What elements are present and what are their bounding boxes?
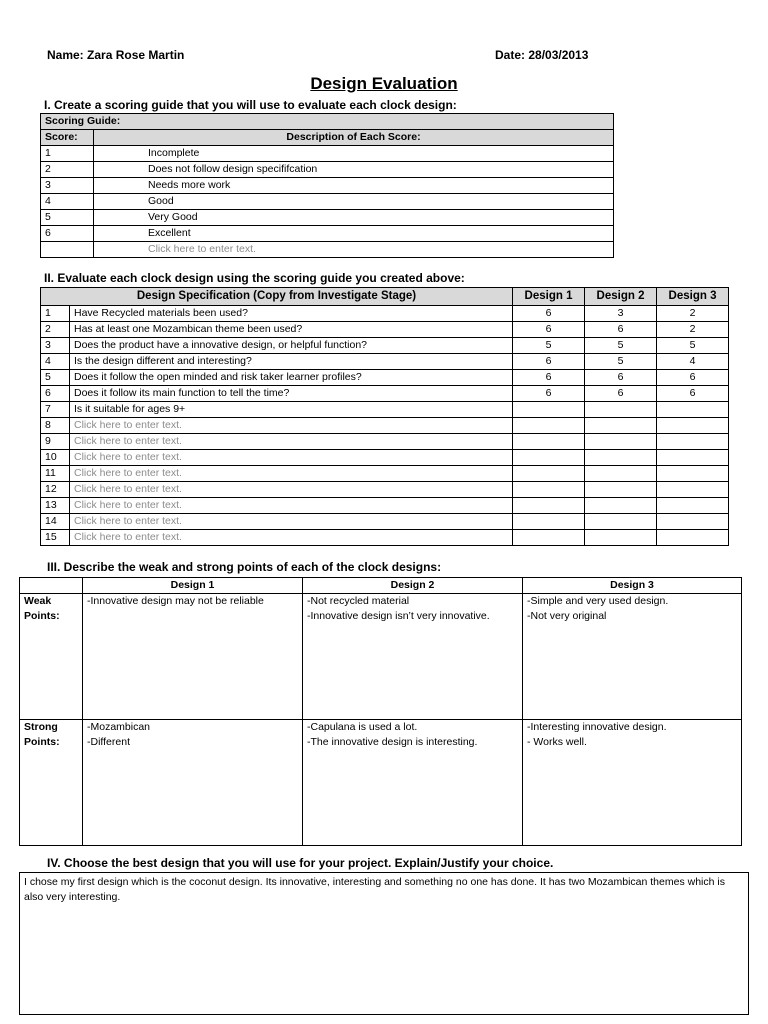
design-3-score-cell: 4: [657, 354, 729, 370]
table-row: [41, 338, 729, 354]
design-3-score-cell: [657, 450, 729, 466]
weak-points-design-2: -Not recycled material -Innovative design isn’t very innovative.: [303, 594, 523, 720]
spec-header: Design Specification (Copy from Investigate Stage): [41, 288, 513, 306]
design-3-score-cell: [657, 418, 729, 434]
scoring-guide-caption: Scoring Guide:: [41, 114, 614, 130]
description-cell: Incomplete: [94, 146, 614, 162]
table-row: [41, 514, 729, 530]
score-cell: 5: [41, 210, 94, 226]
design-2-score-cell: [585, 482, 657, 498]
table-row: [41, 450, 729, 466]
design-1-score-cell: [513, 514, 585, 530]
table-row: [41, 434, 729, 450]
row-number-cell: 15: [41, 530, 70, 546]
points-design-3-header: Design 3: [523, 578, 742, 594]
table-row: [41, 354, 729, 370]
section-1-heading: I. Create a scoring guide that you will use to evaluate each clock design:: [44, 98, 457, 112]
weak-points-label: Weak Points:: [20, 594, 83, 720]
design-1-score-cell: 6: [513, 322, 585, 338]
section-2-heading: II. Evaluate each clock design using the scoring guide you created above:: [44, 271, 465, 285]
row-number-cell: 8: [41, 418, 70, 434]
row-number-cell: 11: [41, 466, 70, 482]
score-cell: [41, 242, 94, 258]
design-1-score-cell: [513, 418, 585, 434]
specification-cell: Have Recycled materials been used?: [70, 306, 513, 322]
design-3-header: Design 3: [657, 288, 729, 306]
design-1-score-cell: 6: [513, 354, 585, 370]
design-3-score-cell: [657, 402, 729, 418]
design-3-score-cell: [657, 482, 729, 498]
design-3-score-cell: [657, 514, 729, 530]
table-row: [41, 242, 614, 258]
table-row: [41, 146, 614, 162]
table-row: [41, 226, 614, 242]
specification-cell: Does it follow its main function to tell the time?: [70, 386, 513, 402]
justification-answer[interactable]: I chose my first design which is the coconut design. Its innovative, interesting and something no one has done. It has two Mozambican themes which is also very interesting.: [19, 872, 749, 1015]
score-cell: 1: [41, 146, 94, 162]
row-number-cell: 3: [41, 338, 70, 354]
strong-points-design-2: -Capulana is used a lot. -The innovative design is interesting.: [303, 720, 523, 846]
description-cell: Does not follow design specififcation: [94, 162, 614, 178]
design-2-score-cell: [585, 466, 657, 482]
design-3-score-cell: [657, 434, 729, 450]
table-row: [41, 402, 729, 418]
design-1-score-cell: 6: [513, 370, 585, 386]
design-1-score-cell: [513, 450, 585, 466]
design-2-score-cell: [585, 498, 657, 514]
design-2-score-cell: 6: [585, 370, 657, 386]
description-cell: Good: [94, 194, 614, 210]
section-4-heading: IV. Choose the best design that you will use for your project. Explain/Justify your choice.: [47, 856, 554, 870]
table-row: [41, 370, 729, 386]
description-cell: Excellent: [94, 226, 614, 242]
design-3-score-cell: 5: [657, 338, 729, 354]
design-2-score-cell: 3: [585, 306, 657, 322]
specification-cell[interactable]: Click here to enter text.: [70, 530, 513, 546]
weak-points-design-1: -Innovative design may not be reliable: [83, 594, 303, 720]
description-cell: Needs more work: [94, 178, 614, 194]
row-number-cell: 13: [41, 498, 70, 514]
row-number-cell: 9: [41, 434, 70, 450]
evaluation-table: [40, 287, 729, 546]
score-cell: 2: [41, 162, 94, 178]
scoring-guide-table: [40, 113, 614, 258]
row-number-cell: 6: [41, 386, 70, 402]
specification-cell[interactable]: Click here to enter text.: [70, 498, 513, 514]
design-2-score-cell: [585, 434, 657, 450]
description-cell[interactable]: Click here to enter text.: [94, 242, 614, 258]
design-3-score-cell: 6: [657, 370, 729, 386]
specification-cell: Is the design different and interesting?: [70, 354, 513, 370]
document-date: Date: 28/03/2013: [495, 48, 589, 62]
table-row: [41, 210, 614, 226]
specification-cell[interactable]: Click here to enter text.: [70, 482, 513, 498]
design-2-score-cell: 6: [585, 386, 657, 402]
design-3-score-cell: 2: [657, 306, 729, 322]
design-1-score-cell: [513, 482, 585, 498]
page-title: Design Evaluation: [310, 74, 458, 93]
score-cell: 4: [41, 194, 94, 210]
design-3-score-cell: 6: [657, 386, 729, 402]
design-2-header: Design 2: [585, 288, 657, 306]
design-2-score-cell: [585, 514, 657, 530]
design-2-score-cell: 5: [585, 338, 657, 354]
section-3-heading: III. Describe the weak and strong points of each of the clock designs:: [47, 560, 442, 574]
points-table: [19, 577, 742, 846]
points-design-2-header: Design 2: [303, 578, 523, 594]
design-2-score-cell: [585, 530, 657, 546]
table-row: [41, 386, 729, 402]
score-cell: 3: [41, 178, 94, 194]
description-header: Description of Each Score:: [94, 130, 614, 146]
score-header: Score:: [41, 130, 94, 146]
specification-cell[interactable]: Click here to enter text.: [70, 418, 513, 434]
table-row: [41, 162, 614, 178]
table-row: [41, 194, 614, 210]
design-1-score-cell: 6: [513, 386, 585, 402]
design-1-score-cell: [513, 466, 585, 482]
design-2-score-cell: 5: [585, 354, 657, 370]
row-number-cell: 10: [41, 450, 70, 466]
specification-cell[interactable]: Click here to enter text.: [70, 466, 513, 482]
row-number-cell: 4: [41, 354, 70, 370]
table-row: [41, 178, 614, 194]
table-row: [41, 418, 729, 434]
table-row: [41, 306, 729, 322]
design-2-score-cell: [585, 402, 657, 418]
row-number-cell: 1: [41, 306, 70, 322]
strong-points-design-3: -Interesting innovative design. - Works well.: [523, 720, 742, 846]
design-2-score-cell: 6: [585, 322, 657, 338]
score-cell: 6: [41, 226, 94, 242]
table-row: [41, 466, 729, 482]
design-2-score-cell: [585, 450, 657, 466]
design-1-score-cell: [513, 402, 585, 418]
weak-points-design-3: -Simple and very used design. -Not very original: [523, 594, 742, 720]
points-design-1-header: Design 1: [83, 578, 303, 594]
design-3-score-cell: [657, 530, 729, 546]
design-3-score-cell: [657, 466, 729, 482]
strong-points-label: Strong Points:: [20, 720, 83, 846]
specification-cell: Does it follow the open minded and risk taker learner profiles?: [70, 370, 513, 386]
specification-cell: Has at least one Mozambican theme been used?: [70, 322, 513, 338]
design-1-score-cell: 5: [513, 338, 585, 354]
row-number-cell: 5: [41, 370, 70, 386]
specification-cell: Is it suitable for ages 9+: [70, 402, 513, 418]
strong-points-design-1: -Mozambican -Different: [83, 720, 303, 846]
design-1-score-cell: [513, 498, 585, 514]
row-number-cell: 7: [41, 402, 70, 418]
specification-cell[interactable]: Click here to enter text.: [70, 434, 513, 450]
specification-cell: Does the product have a innovative design, or helpful function?: [70, 338, 513, 354]
design-2-score-cell: [585, 418, 657, 434]
specification-cell[interactable]: Click here to enter text.: [70, 450, 513, 466]
design-1-score-cell: [513, 530, 585, 546]
design-3-score-cell: [657, 498, 729, 514]
row-number-cell: 14: [41, 514, 70, 530]
table-row: [41, 498, 729, 514]
student-name: Name: Zara Rose Martin: [47, 48, 185, 62]
design-1-score-cell: [513, 434, 585, 450]
row-number-cell: 12: [41, 482, 70, 498]
specification-cell[interactable]: Click here to enter text.: [70, 514, 513, 530]
table-row: [41, 482, 729, 498]
design-1-header: Design 1: [513, 288, 585, 306]
description-cell: Very Good: [94, 210, 614, 226]
design-1-score-cell: 6: [513, 306, 585, 322]
design-3-score-cell: 2: [657, 322, 729, 338]
row-number-cell: 2: [41, 322, 70, 338]
table-row: [41, 530, 729, 546]
table-row: [41, 322, 729, 338]
